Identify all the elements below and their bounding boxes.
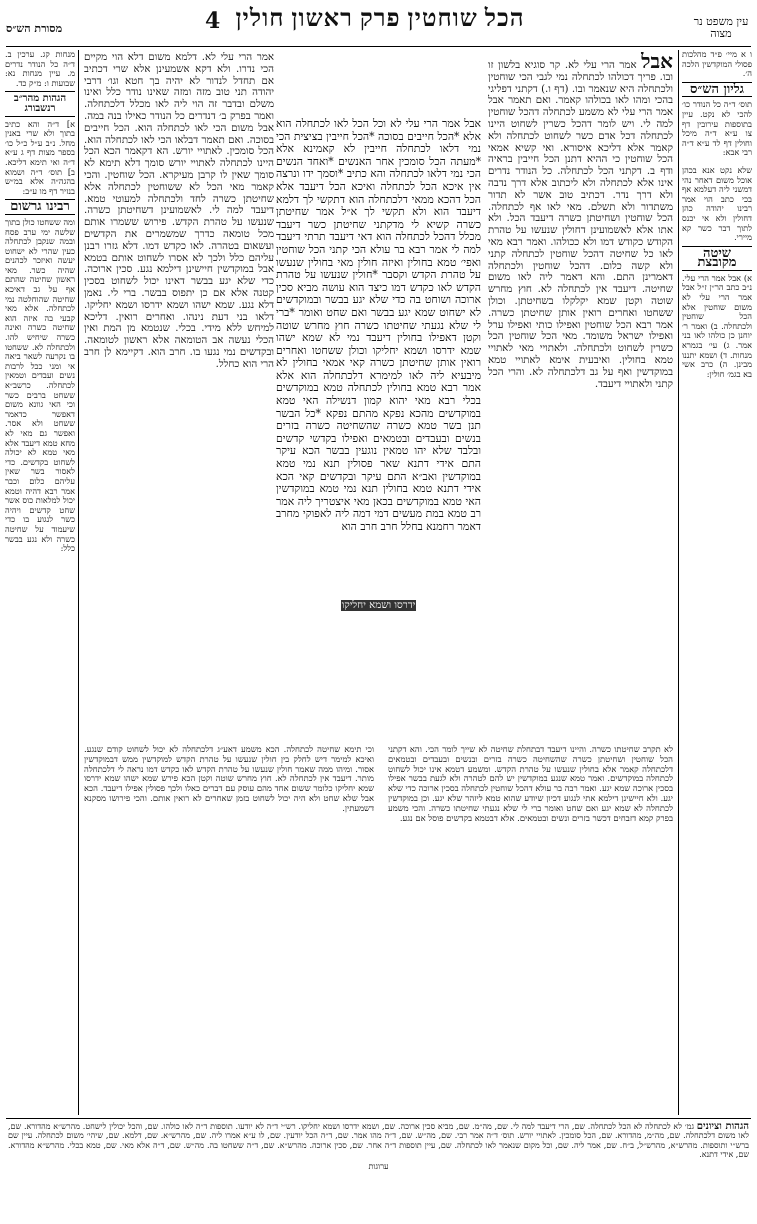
ein-mishpat-entry: ו א מיי׳ פ״ד מהלכות פסולי המוקדשין הלכה ה׳. [682, 50, 752, 79]
footnotes-title: הגהות וציונים [696, 1122, 749, 1132]
shita-heading: שיטה מקובצת [682, 246, 752, 271]
hagahot-text: א] ד״ה והא כתיב בתוך ולא שרי באנין מחל. נ״ב ע״ל כ״ל כו׳ בספר מצות דף ג ע״א ד״ה ואי תימא דליכא. ב] תוס׳ ד״ה ושמוא בהגה״ה אלא במ״ש בנזיר דף מו ע״ב: [5, 118, 75, 196]
right-margin-middle: שלא נקט אנא בכהן אוכל משום דאחר נהי דמשני ליה דעלמא אף בכי כתב הוי אמר רבינו יהודה כהן דחולין ולא אי יכנס לתוך דבר כשר קא מיירי. [682, 164, 752, 243]
footnotes [8, 1122, 749, 1220]
gilyon-heading: גליון הש״ס [682, 82, 752, 98]
masoret-text: מנחות קג. ערכין ב. ד״ה כל הנודר נדרים מ. עיין מנחות נא: שבועות ו: מ״ק כד. [5, 50, 75, 88]
lower-right-text: לא תקרב שחיטתו כשרה. והיינו דיעבד דבתחלת שחיטה לא שייך לומר הכי. והא דקתני הכל שוחטין ושחיטתן כשרה שהשחיטה כשרה בזרים ובנשים ובעבדים ובטמאים דלכתחלה קאמר אלא בחולין שנעשו על טהרת הקדש. ומשמע דטמא אינו יכול לשחוט לכתחלה במוקדשים. ואמר טמא שנגע במוקדשין יש להם לטהרה ולא לגעת בבשר אפילו בסכין ארוכה שמא יגע. ואמר רבה בר עולא דהכל שוחטין לכתחלה בסכין ארוכה כדי שלא יגע. ולא חיישינן דילמא אתי לנגוע דכיון שיודע שהוא טמא ליזהר שלא יגע. וכן במוקדשין לכתחלה לא שמא יגע ואם שחט ואומר ברי לי שלא נגעתי שחיטתו כשרה. והכי משמע בפרק קמא דזבחים דכשר בזרים ונשים ובטמאים. אלא דבטמא בקדשים פוסל אם נגע. [388, 745, 673, 823]
gilyon-text: תוס׳ ד״ה כל הנודר כו׳ להכי לא נקט. עיין בתוספות עירובין דף צו ע״א ד״ה מיכל וחולין דף לד ע״א ד״ה רבי אבא: [682, 99, 752, 158]
folio-number: 4 [205, 8, 221, 34]
masoret-label: מסורת הש״ס [6, 22, 63, 35]
ein-mishpat-label: עין משפט נר מצוה [693, 15, 749, 40]
hagahot-heading: הגהות מהר״ב רנשבורג [5, 91, 75, 116]
gemara-text: אבל אמר הרי עלי לא וכל הכל לאו לכתחלה הוא אלא *הכל חייבים בסוכה *הכל חייבין בציצית הכי נמי דלאו לכתחלה חייבין לא קאמינא אלא *מעתה הכל סומכין אחר האנשים *ואחד הנשים הכי נמי דלאו לכתחלה והא כתיב *וסמך ידו ונרצה אין איכא הכל לכתחלה ואיכא הכל דיעבד אלא הכל דהכא ממאי דלכתחלה הוא דתקשי לך דלמא דיעבד הוא ולא תקשי לך א״ל אמר שחיטתן כשרה קשיא לי מדקתני שחיטתן כשר דיעבד מכלל דהכל לכתחלה הוא דאי דיעבד תרתי דיעבד למה לי אמר רבא בר עולא הכי קתני הכל שוחטין ואפי׳ טמא בחולין ואיזה חולין מאי בחולין שנעשו על טהרת הקדש וקסבר *חולין שנעשו על טהרת הקדש לאו כקדש דמו כיצד הוא עושה מביא סכין ארוכה ושוחט בה כדי שלא יגע בבשר ובמוקדשים לא ישחוט שמא יגע בבשר ואם שחט ואומר *ברי לי שלא נגעתי שחיטתו כשרה חוץ מחרש שוטה וקטן דאפילו בחולין דיעבד נמי לא שמא ישהו שמא ידרסו ושמא יחליקו וכולן ששחטו ואחרים רואין אותן שחיטתן כשרה קאי אמאי בחולין לא מיבעיא ליה לאו למימרא דלכתחלה הוא אלא אמר רבא טמא בחולין לכתחלה טמא במוקדשים בכלי רבא מאי יהוא קמון דנשילה האי טמא במוקדשים מהכא נפקא מהתם נפקא *כל הבשר תנן בשר טמא כשרה שהשחיטה כשרה בזרים בנשים ובעבדים ובטמאים ואפילו בקדשי קדשים ובלבד שלא יהו טמאין נוגעין בבשר הכא עיקר התם אידי דתנא שאר פסולין תנא נמי טמא במוקדשין ואב״א התם עיקר ובקדשים קאי הכא אידי דתנא טמא בחולין תנא נמי טמא במוקדשין האי טמא במוקדשים בכאן מאי איצטריך ליה אמר רב טמא במת מעשים דמי דמה ליה לאפוקי מחרב דאמר רחמנא בחלל חרב חרב הוא [276, 118, 481, 533]
highlighted-phrase: ידרסו ושמא יחליקו [341, 600, 416, 611]
lower-left-commentary [84, 745, 374, 1110]
right-margin-rule [678, 50, 679, 1115]
left-margin [5, 50, 75, 1115]
opening-word: אבל [641, 52, 673, 73]
rabbeinu-text: ומה ששחטו כולן בתוך שלשה ימי ערב פסח ובמה שנקבן לכתחלה כעין שהרי לא ישחוט יעשה ואיזכר לכהנים שהיה כשר. מאי ראשון שחיטה שהתם אף על גב דאיכא שחיטה שהוחלטה נמי לכתחלה. אלא מאי קבעי בה איזה הוא שחיטה כשרה ואינה כשרה שיחיש להו. ולכתחלה לא. ששחטו בו נקרעה לשאר ביאה אי ומני ככל לרבות נשים ועבדים וטמאין לכתחלה. כרשב״א ששחט ברבים כשר וכי האי גוונא משום דאפשר כדאמר ששחט ולא אסר. ואפשר גם מאי לא מחא טמא דיעבד אלא מאי טמא לא יכולה לשחוט בקדשים. כדי לאסור בשר שאין עליהם כלום וכבר אמר רבא דהיה וטמא יכול למלאות כוס אשר שחט קדשים ויהיה כשר לנגוע בו כדי שיעמוד על שחיטה כשרה ולא נגע בבשר כלל: [5, 216, 75, 554]
page-header [0, 6, 757, 46]
left-column-text: אמר הרי עלי לא. דלמא משום דלא הוי מקיים הכי נדרו. ולא דקא אשמעינן אלא שרי דכתיב אם תחדל לנדור לא יהיה בך חטא וגו׳ דרבי יהודה תני טוב מזה ומזה שאינו נודר כלל ואינו משלם ובדבר זה הוי ליה לאו מכלל דלכתחלה. ואמר בפרק ב׳ דנדרים כל הנודר כאילו בנה במה. אבל משום הכי לאו לכתחלה הוא. הכל חייבים בסוכה. ואם תאמר דבלאו הכי לאו לכתחלה הוא. הכל סומכין. לאתויי יורש. הא דקאמר הכא הכל היינו לכתחלה לאתויי יורש סומך דלא תימא לא סומך שאין לו קרבן מעיקרא. הכל שוחטין. והכי קאמר מאי הכל לא ששוחטין לכתחלה אלא שחיטתן כשרה לחד ולכתחלה למעוטי טמא. דיעבד למה לי. לאשמועינן דשחיטתן כשרה. שנעשו על טהרת הקדש. פירוש ששמרו אותם מכל טומאה כדרך שמשמרים את הקדשים ועשאום בטהרה. לאו כקדש דמו. דלא גזרו רבנן עליהם כלל ולכך לא אסרו לשחוט אותם בטמא אבל במוקדשין חיישינן דילמא נגע. סכין ארוכה. כדי שלא יגע בבשר דאינו יכול לשחוט בסכין קטנה אלא אם כן יתפוס בבשר. ברי לי. נאמן דלא נגע. שמא ישהו ושמא ידרסו ושמא יחליקו. דלאו בני דעת נינהו. ואחרים רואין. דליכא למיחש ללא מידי. בכלי. שנטמא מן המת ואין הכלי נעשה אב הטומאה אלא ראשון לטומאה. ובקדשים נמי נגעו בו. חרב הוא. דקיימא לן חרב הרי הוא כחלל. [84, 52, 274, 370]
footnote-rule [6, 1118, 751, 1119]
footnotes-text: גמ׳ לא לכתחלה לא הכל לכתחלה. שם, הרי דיעבד למה לי. שם, מה״מ. שם, מביא סכין ארוכה. שם, ושמא ידרסו ושמא יחליקו. רש״י ד״ה לא יודעו. תוספות ד״ה לאו כולהו. שם, והכל יכולין לישחט. מהרש״א מהדורא. שם, לאו משום דלכתחלה. שם, מה״מ, מהדורא. שם, הכל סומכין. לאתויי יורש. תוס׳ ד״ה אמר רבי. שם, מה״ש. שם, ד״ה מהו אמר. שם, ד״ה הכל יודעין. שם, לו ע״א אמרו ליה. שם, מהרש״א. שם, דלמא. שם, שיהי׳ משום לכתחלה. עיין שם ברש״י ותוספות. מהרש״א, מהרש״ל, ב״ח. שם, אמר ליה. שם, וכל מקום שנאמר לאו לכתחלה. שם, עיין תוספות ד״ה אחר. שם, סכין ארוכה. מהרש״א. שם, ד״ה ששחטו בה. מה״ש. שם, ד״ה אלא מאי. שם, טמא בכלי. מהרש״א מהדורא. שם, אידי דתנא. [8, 1122, 749, 1160]
lower-left-text: וכי תימא שחיטה לכתחלה. הכא משמע דאע״ג דלכתחלה לא יכול לשחוט קודם שנגע. ואיכא למימר דיש לחלק בין חולין שנעשו על טהרת הקדש למוקדשין ממש דבמוקדשין אסור. ומיהו ממה שאמר חולין שנעשו על טהרת הקדש לאו כקדש דמו נראה לי דלכתחלה מותר. דיעבד אין לכתחלה לא. חוץ מחרש שוטה וקטן הכא פירש שמא ישהו שמא ידרסו שמא יחליקו כלומר ששום אחד מהם עוסק עם דברים כאלו ולכך פסולין אפילו דיעבד. הכא אבל שלא שחט ולא היה יכול לשחוט בזמן שאחרים לא רואין אותם. והכי פירושו מסקנא דשמעתין. [84, 745, 374, 813]
lower-right-commentary [388, 745, 673, 1110]
rabbeinu-heading: רבינו גרשום [5, 199, 75, 215]
header-rule [6, 46, 751, 47]
commentary-right-column [488, 52, 673, 737]
highlight-row [276, 600, 481, 616]
commentary-left-column [84, 52, 274, 737]
shita-text: א) אבל אמר הרי עלי. נ״ב כתב הר״ן ז״ל אבל אמר הרי עלי לא משום שוחטין אלא הכל שוחטין ולכתחלה. ב) ואמר ר׳ יוחנן כן כולהו לאו בני אמר. ג) עי׳ בגמרא מנחות. ד) ושמא יתננו מבינן. ה) כרב אשי בא בגמ׳ חולין: [682, 272, 752, 379]
page-title: הכל שוחטין פרק ראשון חולין [235, 6, 525, 32]
gemara-column [276, 118, 481, 618]
right-margin [682, 50, 752, 1115]
right-column-text: אמר הרי עלי לא. קר סוגיא בלשון זו ובו. פריך דכולהו לכתחלה נמי לגבי הכי שוחטין ולכתחלה היא שנאמר ובו. (דף ו.) דקתני דפליגי בהכי ומהו לאו בכולהו קאמר. ואם תאמר אבל אמר הרי עלי לא משמע לכתחלה דהכל שוחטין למה לי. ויש לומר דהכל כשרין לשחוט היינו לכתחלה דכל אדם כשר לשחוט לכתחלה ולא קאמר אלא דליכא איסורא. ואי קשיא אמאי הכל שוחטין כי ההיא דתנן הכל חייבין בראיה ודף ב. דקתני הכל לכתחלה. כל הנודר נדרים אינו אלא לכתחלה ולא ליכתוב אלא דרך נדבה ולא דרך נדר. דכתיב טוב אשר לא תדור משתדור ולא תשלם. מאי לאו אף לכתחלה. הכל שוחטין ושחיטתן כשרה דיעבד הכל. ולא אתו אלא לאשמועינן דחולין שנעשו על טהרת הקודש כקודש דמו ולא ככולהו. ואמר רבא מאי לאו כל שחיטה דהכל שוחטין לכתחלה קתני ולא קשה כלום. דהכל שוחטין ולכתחלה דאמרינן התם. והא דאמר ליה לאו משום שחיטה. דיעבד אין לכתחלה לא. חוץ מחרש שוטה וקטן שמא יקלקלו בשחיטתן. וכולן ששחטו ואחרים רואין אותן שחיטתן כשרה. אמר רבא הכל שוחטין ואפילו כותי ואפילו ערל ואפילו ישראל משומד. מאי הכל שוחטין הכל כשרין לשחוט ולכתחלה. ולאתויי מאי לאתויי טמא בחולין. ואיבעית אימא לאתויי טמא במוקדשין ואף על גב דלכתחלה לא. והרי הכל קתני ולאתויי דיעבד. [488, 60, 673, 390]
footnotes-bottom-line: ערוגות [368, 1161, 389, 1171]
left-margin-rule [78, 50, 79, 1115]
